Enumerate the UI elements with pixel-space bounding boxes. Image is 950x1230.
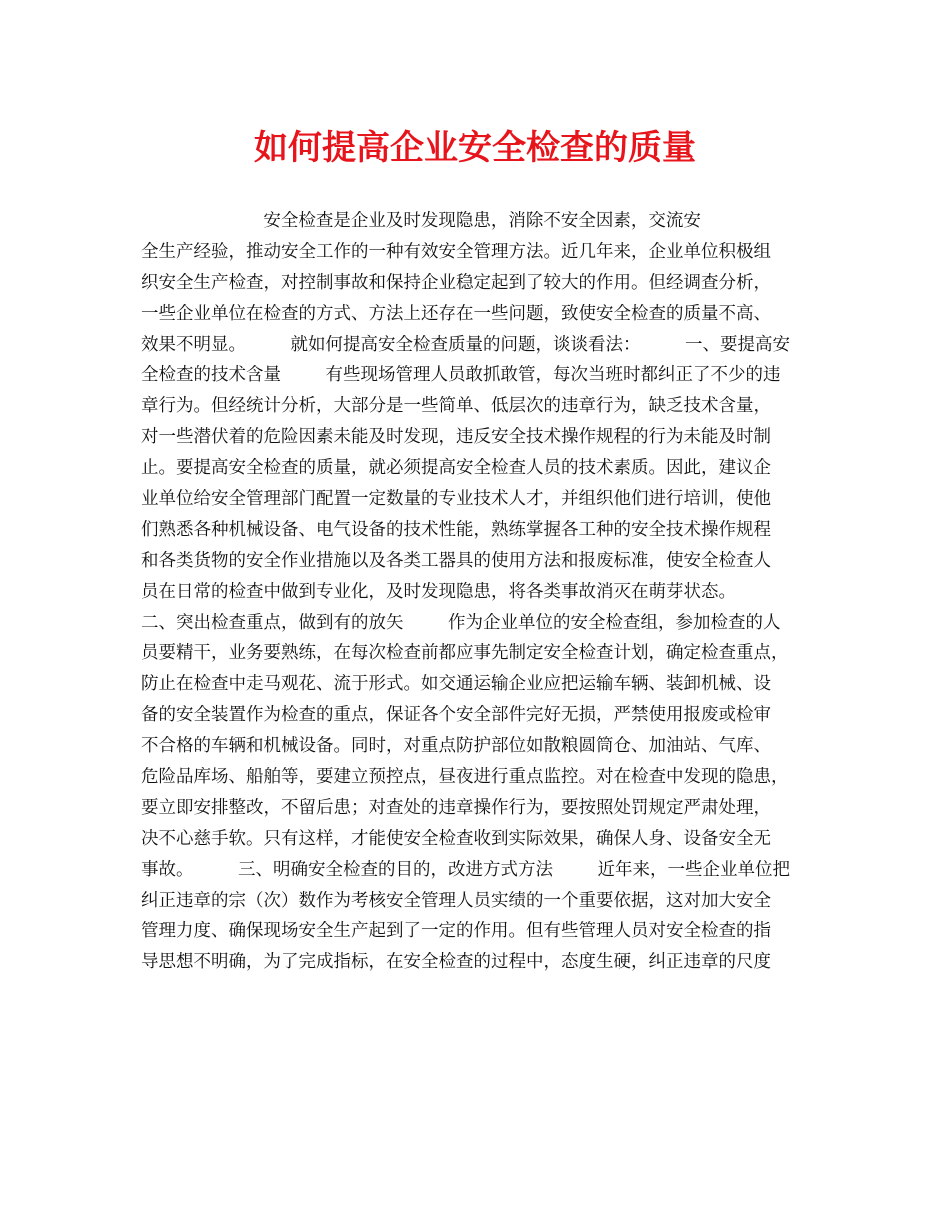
body-line: 一些企业单位在检查的方式、方法上还存在一些问题，致使安全检查的质量不高、	[141, 303, 771, 324]
body-line: 要立即安排整改，不留后患；对查处的违章操作行为，要按照处罚规定严肃处理，	[141, 797, 771, 818]
body-line: 导思想不明确，为了完成指标，在安全检查的过程中，态度生硬，纠正违章的尺度	[141, 952, 771, 973]
body-line: 管理力度、确保现场安全生产起到了一定的作用。但有些管理人员对安全检查的指	[141, 921, 771, 942]
body-line: 决不心慈手软。只有这样，才能使安全检查收到实际效果，确保人身、设备安全无	[141, 828, 771, 849]
body-line: 织安全生产检查，对控制事故和保持企业稳定起到了较大的作用。但经调查分析，	[141, 272, 771, 293]
body-line: 全检查的技术含量 有些现场管理人员敢抓敢管，每次当班时都纠正了不少的违	[141, 365, 781, 386]
body-line: 们熟悉各种机械设备、电气设备的技术性能，熟练掌握各工种的安全技术操作规程	[141, 519, 771, 540]
body-line: 防止在检查中走马观花、流于形式。如交通运输企业应把运输车辆、装卸机械、设	[141, 674, 771, 695]
body-line: 员要精干，业务要熟练，在每次检查前都应事先制定安全检查计划，确定检查重点，	[141, 643, 789, 664]
body-line: 二、突出检查重点，做到有的放矢 作为企业单位的安全检查组，参加检查的人	[141, 612, 781, 633]
body-line: 效果不明显。 就如何提高安全检查质量的问题，谈谈看法： 一、要提高安	[141, 334, 791, 355]
body-line: 对一些潜伏着的危险因素未能及时发现，违反安全技术操作规程的行为未能及时制	[141, 427, 771, 448]
body-line: 章行为。但经统计分析，大部分是一些简单、低层次的违章行为，缺乏技术含量，	[141, 396, 771, 417]
body-line: 安全检查是企业及时发现隐患，消除不安全因素，交流安	[141, 211, 701, 231]
body-line: 员在日常的检查中做到专业化，及时发现隐患，将各类事故消灭在萌芽状态。	[141, 581, 736, 602]
body-line: 危险品库场、船舶等，要建立预控点，昼夜进行重点监控。对在检查中发现的隐患，	[141, 767, 789, 788]
document-body	[141, 206, 831, 978]
body-line: 止。要提高安全检查的质量，就必须提高安全检查人员的技术素质。因此，建议企	[141, 458, 771, 479]
body-line: 纠正违章的宗（次）数作为考核安全管理人员实绩的一个重要依据，这对加大安全	[141, 890, 771, 911]
body-line: 不合格的车辆和机械设备。同时，对重点防护部位如散粮圆筒仓、加油站、气库、	[141, 736, 771, 757]
body-line: 备的安全装置作为检查的重点，保证各个安全部件完好无损，严禁使用报废或检审	[141, 705, 771, 726]
body-line: 和各类货物的安全作业措施以及各类工器具的使用方法和报废标准，使安全检查人	[141, 550, 771, 571]
document-title: 如何提高企业安全检查的质量	[254, 128, 696, 168]
body-line: 事故。 三、明确安全检查的目的，改进方式方法 近年来，一些企业单位把	[141, 859, 791, 880]
body-line: 全生产经验，推动安全工作的一种有效安全管理方法。近几年来，企业单位积极组	[141, 241, 771, 262]
body-line: 业单位给安全管理部门配置一定数量的专业技术人才，并组织他们进行培训，使他	[141, 489, 771, 510]
